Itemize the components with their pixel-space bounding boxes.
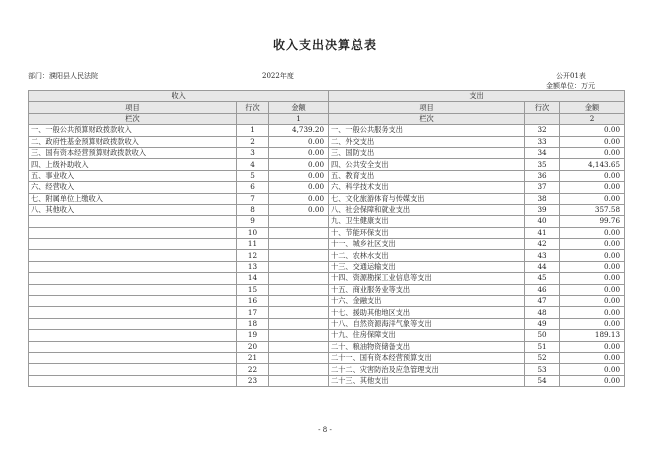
income-line-cell: 20 — [237, 341, 269, 352]
income-amount-cell: 0.00 — [269, 182, 329, 193]
table-row — [29, 125, 625, 136]
expense-line-cell: 33 — [525, 136, 560, 147]
expense-amount-cell: 0.00 — [560, 364, 625, 375]
income-line-cell: 3 — [237, 147, 269, 158]
expense-amount-cell: 0.00 — [560, 239, 625, 250]
income-amount-cell — [269, 318, 329, 329]
expense-line-cell: 39 — [525, 204, 560, 215]
expense-item-cell: 七、文化旅游体育与传媒支出 — [329, 193, 525, 204]
expense-line-cell: 53 — [525, 364, 560, 375]
income-line-cell: 10 — [237, 227, 269, 238]
expense-line-cell: 51 — [525, 341, 560, 352]
income-line-cell: 18 — [237, 318, 269, 329]
expense-amount-cell: 0.00 — [560, 375, 625, 386]
expense-amount-cell: 357.58 — [560, 204, 625, 215]
income-amount-cell — [269, 375, 329, 386]
page-title: 收入支出决算总表 — [272, 38, 377, 52]
expense-line-cell: 37 — [525, 182, 560, 193]
income-amount-cell: 0.00 — [269, 193, 329, 204]
table-row — [29, 239, 625, 250]
expense-line-header: 行次 — [525, 102, 560, 113]
column-index-row — [29, 113, 625, 124]
income-line-cell: 4 — [237, 159, 269, 170]
expense-line-cell: 32 — [525, 125, 560, 136]
table-row — [29, 182, 625, 193]
expense-amount-cell: 0.00 — [560, 182, 625, 193]
expense-item-cell: 三、国防支出 — [329, 147, 525, 158]
table-row — [29, 193, 625, 204]
expense-item-cell: 九、卫生健康支出 — [329, 216, 525, 227]
income-item-cell — [29, 239, 237, 250]
budget-summary-table — [28, 90, 625, 387]
income-item-header: 项目 — [29, 102, 237, 113]
expense-section-header: 支出 — [329, 91, 625, 102]
income-item-cell — [29, 261, 237, 272]
expense-amount-cell: 0.00 — [560, 307, 625, 318]
table-row — [29, 204, 625, 215]
income-line-cell: 22 — [237, 364, 269, 375]
table-row — [29, 273, 625, 284]
expense-amount-cell: 189.13 — [560, 330, 625, 341]
income-line-cell: 11 — [237, 239, 269, 250]
income-item-cell: 二、政府性基金预算财政拨款收入 — [29, 136, 237, 147]
table-row — [29, 375, 625, 386]
expense-amount-cell: 4,143.65 — [560, 159, 625, 170]
expense-line-cell: 45 — [525, 273, 560, 284]
income-amount-cell — [269, 307, 329, 318]
expense-amount-cell: 0.00 — [560, 273, 625, 284]
income-item-cell — [29, 375, 237, 386]
table-row — [29, 341, 625, 352]
expense-item-cell: 六、科学技术支出 — [329, 182, 525, 193]
income-line-cell: 19 — [237, 330, 269, 341]
table-row — [29, 227, 625, 238]
expense-item-cell: 十九、住房保障支出 — [329, 330, 525, 341]
income-item-cell — [29, 250, 237, 261]
income-amount-cell: 0.00 — [269, 136, 329, 147]
table-row — [29, 296, 625, 307]
table-row — [29, 330, 625, 341]
income-amount-cell — [269, 364, 329, 375]
expense-item-cell: 二十、粮油物资储备支出 — [329, 341, 525, 352]
income-item-cell — [29, 227, 237, 238]
expense-line-cell: 46 — [525, 284, 560, 295]
expense-item-header: 项目 — [329, 102, 525, 113]
income-line-cell: 15 — [237, 284, 269, 295]
income-amount-cell — [269, 352, 329, 363]
unit-label: 金额单位：万元 — [546, 82, 595, 90]
income-line-cell: 2 — [237, 136, 269, 147]
income-amount-cell — [269, 273, 329, 284]
income-amount-cell: 0.00 — [269, 204, 329, 215]
table-row — [29, 307, 625, 318]
table-row — [29, 216, 625, 227]
expense-amount-cell: 0.00 — [560, 170, 625, 181]
table-row — [29, 284, 625, 295]
expense-amount-cell: 0.00 — [560, 352, 625, 363]
department-label: 部门：濮阳县人民法院 — [28, 72, 98, 80]
income-line-blank — [237, 113, 269, 124]
expense-line-cell: 42 — [525, 239, 560, 250]
income-item-cell: 三、国有资本经营预算财政拨款收入 — [29, 147, 237, 158]
income-amount-cell — [269, 227, 329, 238]
expense-amount-cell: 0.00 — [560, 136, 625, 147]
income-item-cell — [29, 284, 237, 295]
table-row — [29, 159, 625, 170]
expense-amount-cell: 0.00 — [560, 147, 625, 158]
income-line-cell: 13 — [237, 261, 269, 272]
income-item-cell: 七、附属单位上缴收入 — [29, 193, 237, 204]
income-amount-header: 金额 — [269, 102, 329, 113]
income-amount-cell — [269, 216, 329, 227]
expense-line-blank — [525, 113, 560, 124]
table-row — [29, 364, 625, 375]
income-line-cell: 12 — [237, 250, 269, 261]
table-row — [29, 318, 625, 329]
income-col-number: 1 — [269, 113, 329, 124]
income-amount-cell — [269, 341, 329, 352]
income-line-cell: 6 — [237, 182, 269, 193]
table-row — [29, 136, 625, 147]
income-item-cell: 一、一般公共预算财政拨款收入 — [29, 125, 237, 136]
section-header-row — [29, 91, 625, 102]
income-item-cell — [29, 216, 237, 227]
table-row — [29, 147, 625, 158]
expense-line-cell: 41 — [525, 227, 560, 238]
fiscal-year: 2022年度 — [262, 72, 294, 80]
expense-line-cell: 38 — [525, 193, 560, 204]
income-line-header: 行次 — [237, 102, 269, 113]
expense-item-cell: 十二、农林水支出 — [329, 250, 525, 261]
expense-amount-cell: 0.00 — [560, 284, 625, 295]
expense-item-cell: 十一、城乡社区支出 — [329, 239, 525, 250]
expense-line-cell: 34 — [525, 147, 560, 158]
income-item-cell — [29, 318, 237, 329]
income-amount-cell — [269, 284, 329, 295]
expense-line-cell: 47 — [525, 296, 560, 307]
table-row — [29, 250, 625, 261]
income-item-cell: 六、经营收入 — [29, 182, 237, 193]
expense-line-cell: 50 — [525, 330, 560, 341]
form-number: 公开01表 — [556, 72, 586, 80]
expense-line-cell: 44 — [525, 261, 560, 272]
expense-line-cell: 48 — [525, 307, 560, 318]
income-amount-cell: 0.00 — [269, 159, 329, 170]
expense-item-cell: 四、公共安全支出 — [329, 159, 525, 170]
expense-line-cell: 54 — [525, 375, 560, 386]
expense-amount-cell: 0.00 — [560, 250, 625, 261]
income-item-cell — [29, 352, 237, 363]
income-line-cell: 7 — [237, 193, 269, 204]
income-amount-cell: 4,739.20 — [269, 125, 329, 136]
expense-item-cell: 十六、金融支出 — [329, 296, 525, 307]
expense-item-cell: 五、教育支出 — [329, 170, 525, 181]
income-item-cell — [29, 330, 237, 341]
table-row — [29, 352, 625, 363]
page-number: - 8 - — [318, 426, 332, 434]
income-line-cell: 23 — [237, 375, 269, 386]
expense-amount-cell: 0.00 — [560, 125, 625, 136]
expense-item-cell: 十四、资源勘探工业信息等支出 — [329, 273, 525, 284]
income-amount-cell — [269, 250, 329, 261]
income-item-cell: 八、其他收入 — [29, 204, 237, 215]
income-item-cell — [29, 364, 237, 375]
expense-amount-cell: 99.76 — [560, 216, 625, 227]
expense-col-number: 2 — [560, 113, 625, 124]
table-row — [29, 261, 625, 272]
expense-item-cell: 二十三、其他支出 — [329, 375, 525, 386]
expense-item-cell: 二十一、国有资本经营预算支出 — [329, 352, 525, 363]
income-item-cell — [29, 341, 237, 352]
income-amount-cell — [269, 261, 329, 272]
income-amount-cell — [269, 330, 329, 341]
income-item-cell — [29, 307, 237, 318]
expense-amount-header: 金额 — [560, 102, 625, 113]
expense-item-cell: 十三、交通运输支出 — [329, 261, 525, 272]
expense-line-cell: 40 — [525, 216, 560, 227]
income-line-cell: 17 — [237, 307, 269, 318]
expense-item-cell: 十、节能环保支出 — [329, 227, 525, 238]
expense-item-cell: 十五、商业服务业等支出 — [329, 284, 525, 295]
income-amount-cell: 0.00 — [269, 170, 329, 181]
income-item-cell: 四、上级补助收入 — [29, 159, 237, 170]
income-amount-cell: 0.00 — [269, 147, 329, 158]
expense-line-cell: 43 — [525, 250, 560, 261]
income-section-header: 收入 — [29, 91, 329, 102]
income-amount-cell — [269, 239, 329, 250]
expense-item-cell: 十七、援助其他地区支出 — [329, 307, 525, 318]
expense-item-cell: 二十二、灾害防治及应急管理支出 — [329, 364, 525, 375]
expense-line-cell: 49 — [525, 318, 560, 329]
expense-item-cell: 八、社会保障和就业支出 — [329, 204, 525, 215]
income-item-cell — [29, 273, 237, 284]
income-line-cell: 8 — [237, 204, 269, 215]
expense-item-cell: 一、一般公共服务支出 — [329, 125, 525, 136]
expense-amount-cell: 0.00 — [560, 227, 625, 238]
income-line-cell: 5 — [237, 170, 269, 181]
income-line-cell: 16 — [237, 296, 269, 307]
expense-amount-cell: 0.00 — [560, 193, 625, 204]
column-header-row — [29, 102, 625, 113]
income-line-cell: 14 — [237, 273, 269, 284]
income-line-cell: 9 — [237, 216, 269, 227]
income-line-cell: 21 — [237, 352, 269, 363]
expense-line-cell: 52 — [525, 352, 560, 363]
expense-col-label: 栏次 — [329, 113, 525, 124]
expense-item-cell: 二、外交支出 — [329, 136, 525, 147]
income-amount-cell — [269, 296, 329, 307]
income-item-cell: 五、事业收入 — [29, 170, 237, 181]
expense-line-cell: 36 — [525, 170, 560, 181]
expense-amount-cell: 0.00 — [560, 296, 625, 307]
expense-line-cell: 35 — [525, 159, 560, 170]
expense-amount-cell: 0.00 — [560, 341, 625, 352]
income-line-cell: 1 — [237, 125, 269, 136]
expense-amount-cell: 0.00 — [560, 261, 625, 272]
table-row — [29, 170, 625, 181]
income-item-cell — [29, 296, 237, 307]
income-col-label: 栏次 — [29, 113, 237, 124]
expense-item-cell: 十八、自然资源海洋气象等支出 — [329, 318, 525, 329]
expense-amount-cell: 0.00 — [560, 318, 625, 329]
